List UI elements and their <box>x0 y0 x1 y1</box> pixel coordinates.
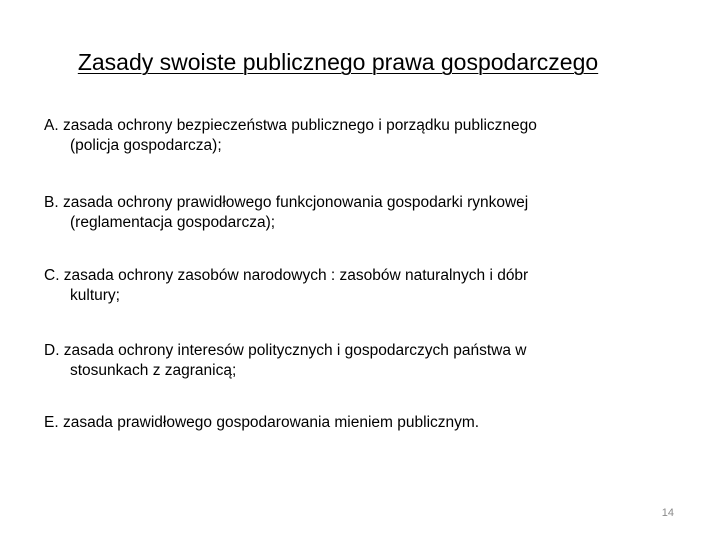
principle-item-a-note: (policja gospodarcza); <box>70 137 222 154</box>
principle-item-b-note: (reglamentacja gospodarcza); <box>70 214 276 231</box>
page-number: 14 <box>661 507 674 519</box>
principle-item-d-note: stosunkach z zagranicą; <box>70 362 237 379</box>
slide-title: Zasady swoiste publicznego prawa gospodarczego <box>77 49 599 75</box>
principle-item-c-text: C. zasada ochrony zasobów narodowych : zasobów naturalnych i dóbr <box>44 267 529 284</box>
principle-item-c-note: kultury; <box>70 287 120 304</box>
principle-item-a-text: A. zasada ochrony bezpieczeństwa publicznego i porządku publicznego <box>44 117 537 134</box>
principle-item-c <box>44 266 684 306</box>
principle-item-b <box>44 193 684 233</box>
principle-item-e-text: E. zasada prawidłowego gospodarowania mieniem publicznym. <box>44 414 480 431</box>
principle-item-d <box>44 341 684 381</box>
principle-item-b-text: B. zasada ochrony prawidłowego funkcjonowania gospodarki rynkowej <box>44 194 529 211</box>
principle-item-a <box>44 116 684 156</box>
principle-item-e <box>44 413 684 433</box>
principle-item-d-text: D. zasada ochrony interesów politycznych i gospodarczych państwa w <box>44 342 527 359</box>
